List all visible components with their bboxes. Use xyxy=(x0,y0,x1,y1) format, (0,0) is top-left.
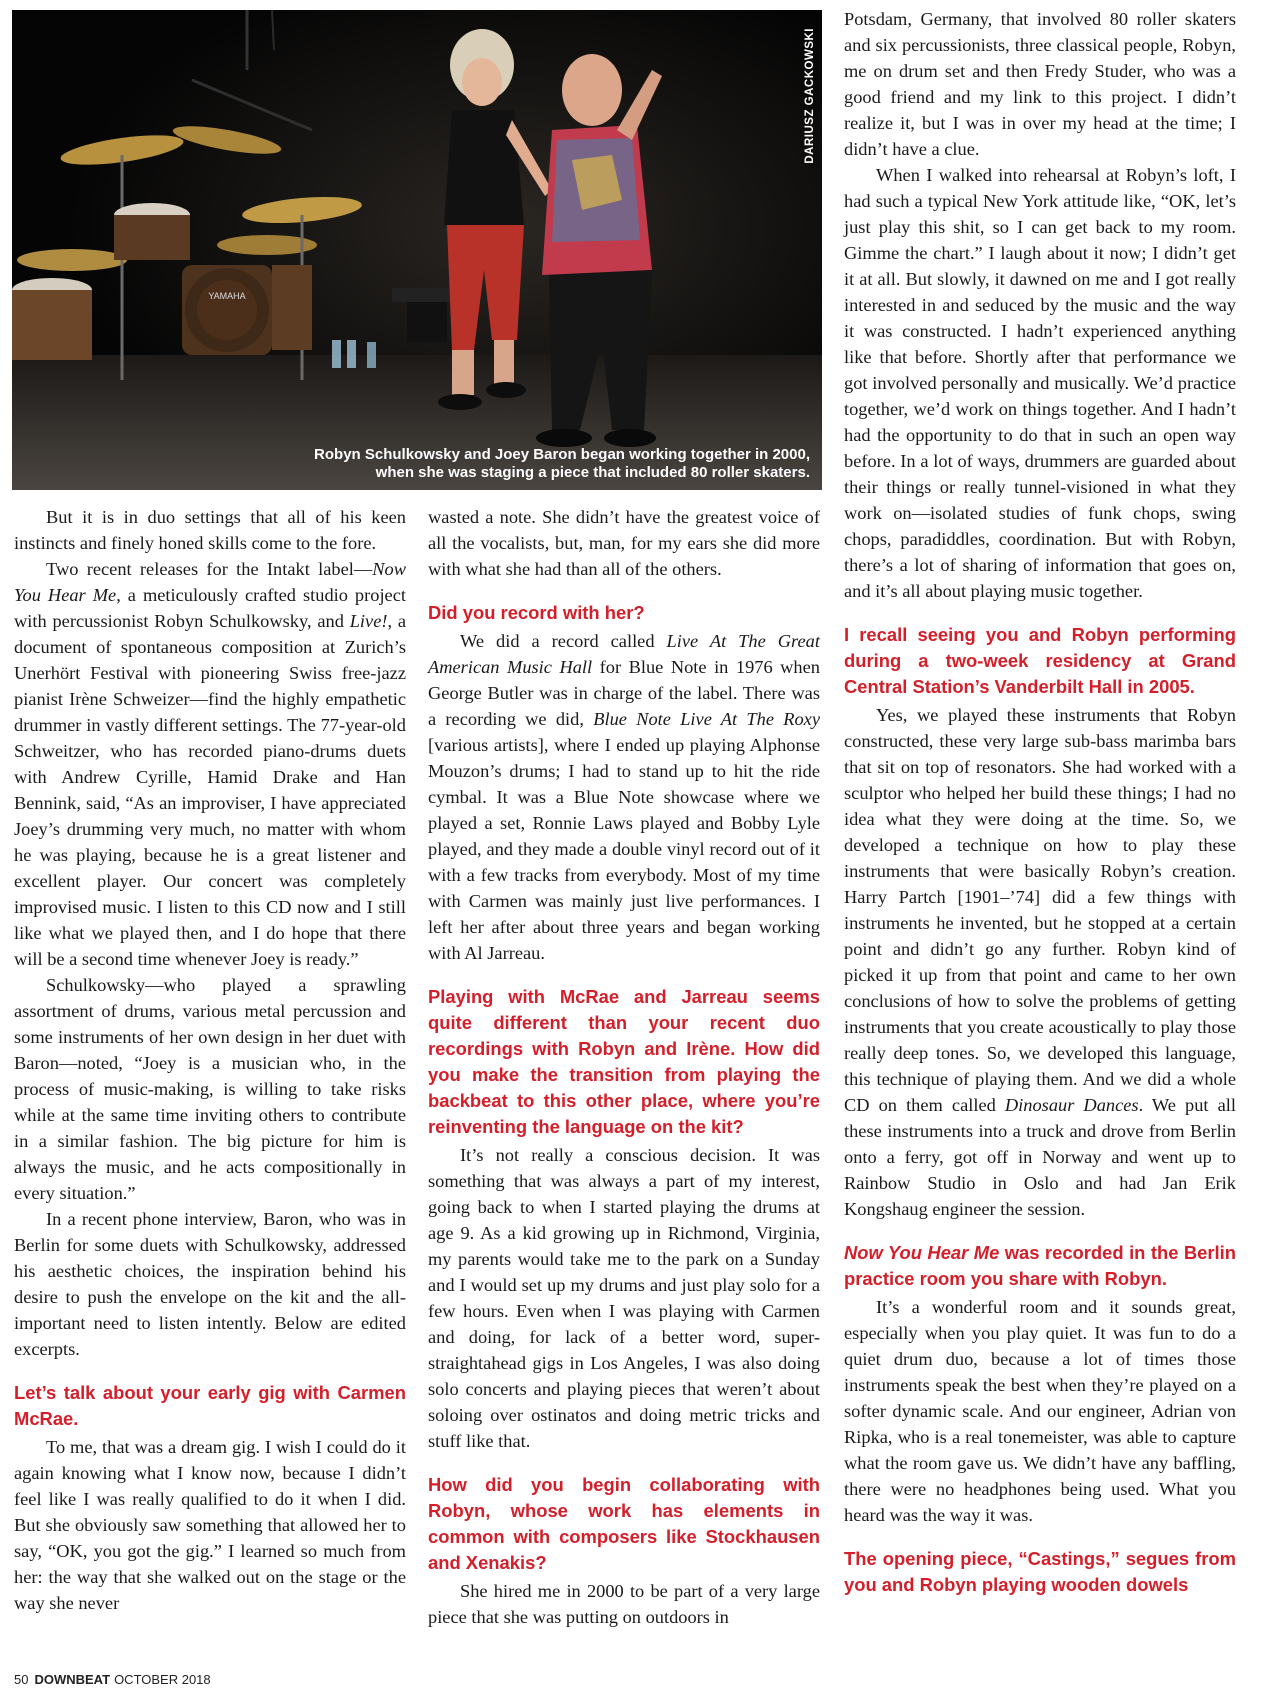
interview-question: Playing with McRae and Jarreau seems quite different than your recent duo recordings with Robyn and Irène. How did you make the transition from playing the backbeat to this other place, where you’re reinventing the language on the kit? xyxy=(428,986,820,1137)
text-run: was recorded in the Berlin practice room you share with Robyn. xyxy=(844,1242,1236,1289)
paragraph: wasted a note. She didn’t have the greatest voice of all the vocalists, but, man, for my ears she did more with what she had than all of the others. xyxy=(428,507,820,579)
paragraph: In a recent phone interview, Baron, who was in Berlin for some duets with Schulkowsky, addressed his aesthetic choices, the inspiration behind his desire to push the envelope on the kit and the all-important need to listen intently. Below are edited excerpts. xyxy=(14,1209,406,1359)
album-title: Now You Hear Me xyxy=(844,1242,1000,1263)
caption-line: Robyn Schulkowsky and Joey Baron began working together in 2000, xyxy=(314,446,810,463)
interview-question: I recall seeing you and Robyn performing during a two-week residency at Grand Central Station’s Vanderbilt Hall in 2005. xyxy=(844,624,1236,697)
page-number: 50 xyxy=(14,1672,29,1687)
paragraph: When I walked into rehearsal at Robyn’s loft, I had such a typical New York attitude like, “OK, let’s just play this shit, so I can get back to my room. Gimme the chart.” I laugh about it now; I didn’t get it at all. But slowly, it dawned on me and I got really interested in and seduced by the music and the way it was constructed. I hadn’t experienced anything like that before. Shortly after that performance we got involved personally and musically. We’d practice together, we’d work on things together. And I hadn’t had the opportunity to do that in such an open way before. In a lot of ways, drummers are guarded about their things or really tunnel-visioned in what they work on—isolated studies of funk chops, swing chops, paradiddles, coordination. But with Robyn, there’s a lot of sharing of information that goes on, and it’s all about playing music together. xyxy=(844,165,1236,601)
album-title: Dinosaur Dances xyxy=(1004,1095,1139,1115)
paragraph: Schulkowsky—who played a sprawling assortment of drums, various metal percussion and some instruments of her own design in her duet with Baron—noted, “Joey is a musician who, in the process of music-making, is willing to take risks while at the same time inviting others to contribute in a similar fashion. The big picture for him is always the music, and he acts compositionally in every situation.” xyxy=(14,975,406,1203)
interview-question: The opening piece, “Castings,” segues from you and Robyn playing wooden dowels xyxy=(844,1548,1236,1595)
interview-question xyxy=(844,1240,1236,1292)
feature-photo xyxy=(12,10,822,490)
photo-credit: DARIUSZ GACKOWSKI xyxy=(804,28,816,164)
paragraph: She hired me in 2000 to be part of a very large piece that she was putting on outdoors in xyxy=(428,1581,820,1627)
paragraph: But it is in duo settings that all of his keen instincts and finely honed skills come to the fore. xyxy=(14,507,406,553)
article-column-2 xyxy=(428,504,820,1630)
text-run: [various artists], where I ended up playing Alphonse Mouzon’s drums; I had to stand up to hit the ride cymbal. It was a Blue Note showcase where we played a set, Ronnie Laws played and Bobby Lyle played, and they made a double vinyl record out of it with a few tracks from everybody. Most of my time with Carmen was mainly just live performances. I left her after about three years and began working with Al Jarreau. xyxy=(428,735,820,963)
drum-brand-logo: YAMAHA xyxy=(208,291,246,301)
interview-question: How did you begin collaborating with Robyn, whose work has elements in common with composers like Stockhausen and Xenakis? xyxy=(428,1474,820,1573)
album-title: Blue Note Live At The Roxy xyxy=(593,709,821,729)
text-run: We did a record called xyxy=(460,631,667,651)
paragraph xyxy=(428,628,820,966)
paragraph: Potsdam, Germany, that involved 80 roller skaters and six percussionists, three classical people, Robyn, me on drum set and then Fredy Studer, who was a good friend and my link to this project. I didn’t realize it, but I was in over my head at the time; I didn’t have a clue. xyxy=(844,9,1236,159)
text-run: , a document of spontaneous composition at Zurich’s Unerhört Festival with pioneering Swiss free-jazz pianist Irène Schweizer—find the highly empathetic drummer in vastly different settings. The 77-year-old Schweitzer, who has recorded piano-drums duets with Andrew Cyrille, Hamid Drake and Han Bennink, said, “As an improviser, I have appreciated Joey’s drumming very much, no matter with whom he was playing, because he is a great listener and excellent player. Our concert was completely improvised music. I listen to this CD now and I still like what we played then, and I do hope that there will be a second time whenever Joey is ready.” xyxy=(14,611,407,969)
text-run: Two recent releases for the Intakt label— xyxy=(46,559,373,579)
text-run: Yes, we played these instruments that Robyn constructed, these very large sub-bass marimba bars that sit on top of resonators. She had worked with a sculptor who helped her build these things; I had no idea what they were doing at the time. So, we developed a technique on how to play these instruments that were basically Robyn’s creation. Harry Partch [1901–’74] did a few things with instruments he invented, but he stopped at a certain point and didn’t go any further. Robyn kind of picked it up from that point and came to her own conclusions of how to solve the problems of getting instruments that you create acoustically to play those really deep tones. So, we developed this language, this technique of playing them. And we did a whole CD on them called xyxy=(844,705,1236,1115)
interview-question: Did you record with her? xyxy=(428,602,645,623)
paragraph: To me, that was a dream gig. I wish I could do it again knowing what I know now, because I didn’t feel like I was really qualified to do it when I did. But she obviously saw something that allowed her to say, “OK, you got the gig.” I learned so much from her: the way that she walked out on the stage or the way she never xyxy=(14,1437,406,1613)
paragraph: It’s a wonderful room and it sounds great, especially when you play quiet. It was fun to do a quiet drum duo, because a lot of times those instruments speak the best when they’re played on a softer dynamic scale. And our engineer, Adrian von Ripka, who is a real tonemeister, was able to capture what the room gave us. We didn’t have any baffling, there were no headphones being used. What you heard was the way it was. xyxy=(844,1297,1236,1525)
album-title: Now You Hear Me xyxy=(14,559,406,605)
article-column-3 xyxy=(844,6,1236,1600)
page-footer xyxy=(14,1672,211,1687)
text-run: for Blue Note in 1976 when George Butler was in charge of the label. There was a recording we did, xyxy=(428,657,820,729)
paragraph xyxy=(14,556,406,972)
paragraph xyxy=(844,702,1236,1222)
interview-question: Let’s talk about your early gig with Carmen McRae. xyxy=(14,1382,406,1429)
photo-caption xyxy=(170,446,810,482)
album-title: Live! xyxy=(349,611,388,631)
stage-photo-illustration xyxy=(12,10,822,490)
text-run: , a meticulously crafted studio project with percussionist Robyn Schulkowsky, and xyxy=(14,585,406,631)
paragraph: It’s not really a conscious decision. It was something that was always a part of my interest, going back to when I started playing the drums at age 9. As a kid growing up in Richmond, Virginia, my parents would take me to the park on a Sunday and I would set up my drums and just play solo for a few hours. Even when I was playing with Carmen and doing, for lack of a better word, super-straightahead gigs in Los Angeles, I was also doing solo concerts and playing pieces that weren’t about soloing over ostinatos and doing metric tricks and stuff like that. xyxy=(428,1145,820,1451)
issue-date: OCTOBER 2018 xyxy=(114,1672,211,1687)
caption-line: when she was staging a piece that included 80 roller skaters. xyxy=(375,464,810,481)
magazine-name: DOWNBEAT xyxy=(34,1672,111,1687)
album-title: Live At The Great American Music Hall xyxy=(428,631,820,677)
article-column-1 xyxy=(14,504,406,1616)
text-run: . We put all these instruments into a truck and drove from Berlin onto a ferry, got off in Norway and went up to Rainbow Studio in Oslo and had Jan Erik Kongshaug engineer the session. xyxy=(844,1095,1236,1219)
